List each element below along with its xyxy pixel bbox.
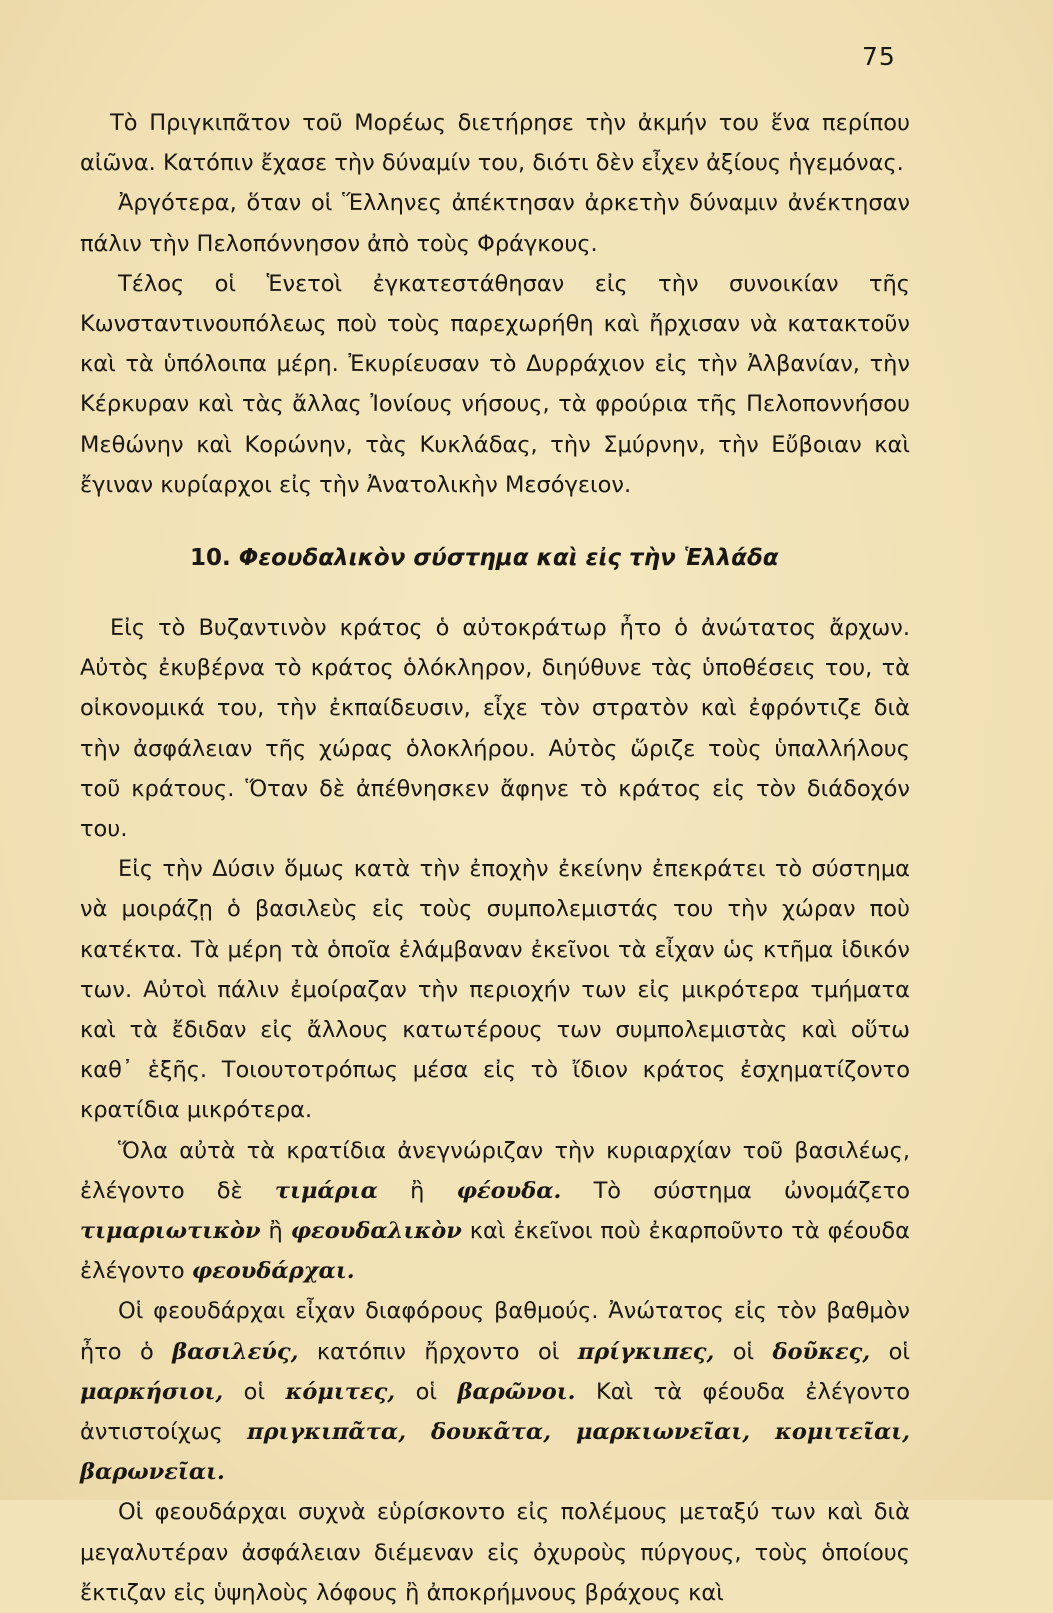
term: φέουδα. [456,1177,562,1204]
term: φεουδαλικὸν [290,1218,462,1245]
section-title: Φεουδαλικὸν σύστημα καὶ εἰς τὴν Ἑλλάδα [238,545,779,571]
term: πριγκιπᾶτα, δουκᾶτα, μαρκιωνεῖαι, κομιτεῖαι, βαρωνεῖαι. [80,1419,910,1486]
term: δοῦκες, [772,1338,871,1365]
text-run: οἱ [223,1378,286,1405]
paragraph: Τὸ Πριγκιπᾶτον τοῦ Μορέως διετήρησε τὴν ἀκμήν του ἕνα περίπου αἰῶνα. Κατόπιν ἔχασε τὴν δύναμίν του, διότι δὲν εἶχεν ἀξίους ἡγεμόνας. [80,110,910,177]
text-run: Τὸ σύστημα ὠνομάζετο [561,1177,910,1204]
text-run: ἢ [377,1177,457,1204]
page-number: 75 [862,42,896,71]
top-text-block [80,103,910,505]
section-heading [190,545,779,571]
section-text-block [80,608,910,1613]
paragraph [80,1131,910,1292]
text-run: καὶ ἐκεῖνοι ποὺ ἐκαρποῦντο τὰ φέουδα ἐλέγοντο [80,1218,910,1285]
term: βαρῶνοι. [457,1378,576,1405]
text-run: οἱ [870,1338,910,1365]
term: φεουδάρχαι. [191,1258,355,1285]
term: τιμαριωτικὸν [80,1218,261,1245]
term: βασιλεύς, [172,1338,299,1365]
text-run: ἢ [260,1218,291,1245]
text-run: κατόπιν ἤρχοντο οἱ [298,1338,578,1365]
paragraph: Εἰς τὸ Βυζαντινὸν κράτος ὁ αὐτοκράτωρ ἦτο ὁ ἀνώτατος ἄρχων. Αὐτὸς ἐκυβέρνα τὸ κράτος ὁλόκληρον, διηύθυνε τὰς ὑποθέσεις του, τὰ οἰκονομικά του, τὴν ἐκπαίδευσιν, εἶχε τὸν στρατὸν καὶ ἐφρόντιζε διὰ τὴν ἀσφάλειαν τῆς χώρας ὁλοκλήρου. Αὐτὸς ὥριζε τοὺς ὑπαλλήλους τοῦ κράτους. Ὅταν δὲ ἀπέθνησκεν ἄφηνε τὸ κράτος εἰς τὸν διάδοχόν του. [80,615,910,843]
paragraph: Εἰς τὴν Δύσιν ὅμως κατὰ τὴν ἐποχὴν ἐκείνην ἐπεκράτει τὸ σύστημα νὰ μοιράζῃ ὁ βασιλεὺς εἰς τοὺς συμπολεμιστάς του τὴν χώραν ποὺ κατέκτα. Τὰ μέρη τὰ ὁποῖα ἐλάμβαναν ἐκεῖνοι τὰ εἶχαν ὡς κτῆμα ἰδικόν των. Αὐτοὶ πάλιν ἐμοίραζαν τὴν περιοχήν των εἰς μικρότερα τμήματα καὶ τὰ ἔδιδαν εἰς ἄλλους κατωτέρους των συμπολεμιστὰς καὶ οὕτω καθ᾽ ἑξῆς. Τοιουτοτρόπως μέσα εἰς τὸ ἴδιον κράτος ἐσχηματίζοντο κρατίδια μικρότερα. [80,856,910,1124]
paragraph [80,1291,910,1492]
text-run: Ὅλα αὐτὰ τὰ κρατίδια ἀνεγνώριζαν τὴν κυριαρχίαν τοῦ βασιλέως, ἐλέγοντο δὲ [80,1137,910,1204]
term: μαρκήσιοι, [80,1378,224,1405]
paragraph: Τέλος οἱ Ἑνετοὶ ἐγκατεστάθησαν εἰς τὴν συνοικίαν τῆς Κωνσταντινουπόλεως ποὺ τοὺς παρεχωρήθη καὶ ἤρχισαν νὰ κατακτοῦν καὶ τὰ ὑπόλοιπα μέρη. Ἐκυρίευσαν τὸ Δυρράχιον εἰς τὴν Ἀλβανίαν, τὴν Κέρκυραν καὶ τὰς ἄλλας Ἰονίους νήσους, τὰ φρούρια τῆς Πελοποννήσου Μεθώνην καὶ Κορώνην, τὰς Κυκλάδας, τὴν Σμύρνην, τὴν Εὔβοιαν καὶ ἔγιναν κυρίαρχοι εἰς τὴν Ἀνατολικὴν Μεσόγειον. [80,270,910,498]
term: πρίγκιπες, [577,1338,715,1365]
paragraph: Ἀργότερα, ὅταν οἱ Ἕλληνες ἀπέκτησαν ἀρκετὴν δύναμιν ἀνέκτησαν πάλιν τὴν Πελοπόννησον ἀπὸ τοὺς Φράγκους. [80,190,910,257]
term: κόμιτες, [285,1378,396,1405]
text-run: Οἱ φεουδάρχαι εἶχαν διαφόρους βαθμούς. Ἀνώτατος εἰς τὸν βαθμὸν ἦτο ὁ [80,1298,910,1365]
term: τιμάρια [274,1177,378,1204]
text-run: Καὶ τὰ φέουδα ἐλέγοντο ἀντιστοίχως [80,1378,910,1446]
text-run: οἱ [395,1378,458,1405]
paragraph: Οἱ φεουδάρχαι συχνὰ εὑρίσκοντο εἰς πολέμους μεταξύ των καὶ διὰ μεγαλυτέραν ἀσφάλειαν διέμεναν εἰς ὀχυροὺς πύργους, τοὺς ὁποίους ἔκτιζαν εἰς ὑψηλοὺς λόφους ἢ ἀποκρήμνους βράχους καὶ [80,1499,910,1606]
text-run: οἱ [714,1338,773,1365]
section-number: 10. [190,545,231,571]
